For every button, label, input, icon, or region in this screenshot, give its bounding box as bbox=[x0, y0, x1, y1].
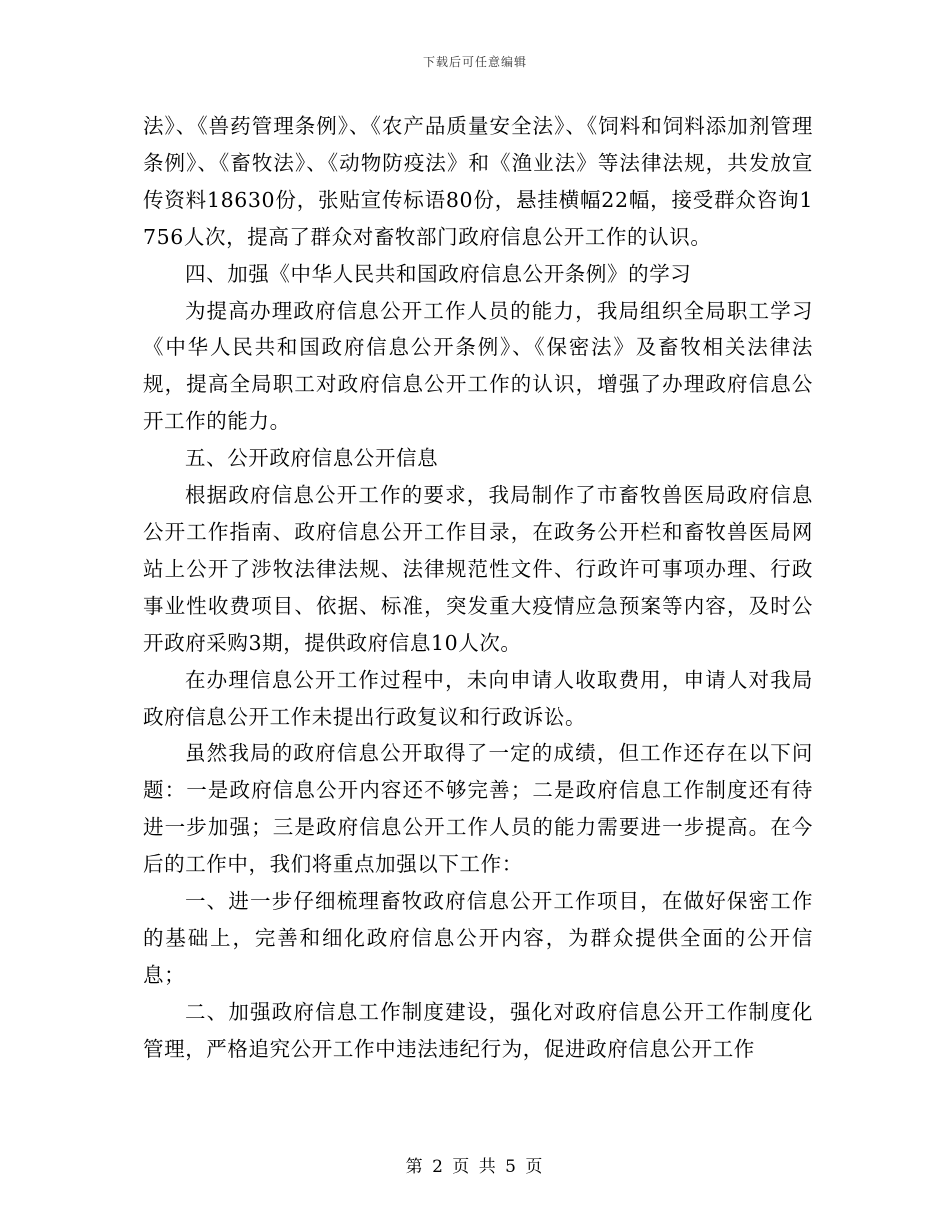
paragraph-6: 在办理信息公开工作过程中，未向申请人收取费用，申请人对我局政府信息公开工作未提出行政复议和行政诉讼。 bbox=[143, 667, 813, 729]
section-heading-4: 四、加强《中华人民共和国政府信息公开条例》的学习 bbox=[185, 261, 692, 286]
paragraph-7: 虽然我局的政府信息公开取得了一定的成绩，但工作还存在以下问题：一是政府信息公开内容还不够完善；二是政府信息工作制度还有待进一步加强；三是政府信息公开工作人员的能力需要进一步提高。在今后的工作中，我们将重点加强以下工作： bbox=[143, 741, 813, 877]
paragraph-3: 为提高办理政府信息公开工作人员的能力，我局组织全局职工学习《中华人民共和国政府信息公开条例》、《保密法》及畜牧相关法律法规，提高全局职工对政府信息公开工作的认识，增强了办理政府信息公开工作的能力。 bbox=[143, 298, 813, 434]
section-heading-5: 五、公开政府信息公开信息 bbox=[185, 446, 439, 471]
paragraph-9: 二、加强政府信息工作制度建设，强化对政府信息公开工作制度化管理，严格追究公开工作中违法违纪行为，促进政府信息公开工作 bbox=[143, 999, 813, 1061]
page-header-note: 下载后可任意编辑 bbox=[422, 55, 527, 69]
page-number-footer: 第 2 页 共 5 页 bbox=[405, 1157, 545, 1177]
paragraph-1: 法》、《兽药管理条例》、《农产品质量安全法》、《饲料和饲料添加剂管理条例》、《畜牧法》、《动物防疫法》和《渔业法》等法律法规，共发放宣传资料18630份，张贴宣传标语80份，悬挂横幅22幅，接受群众咨询1756人次，提高了群众对畜牧部门政府信息公开工作的认识。 bbox=[143, 114, 813, 249]
paragraph-5: 根据政府信息公开工作的要求，我局制作了市畜牧兽医局政府信息公开工作指南、政府信息公开工作目录，在政务公开栏和畜牧兽医局网站上公开了涉牧法律法规、法律规范性文件、行政许可事项办理、行政事业性收费项目、依据、标准，突发重大疫情应急预案等内容，及时公开政府采购3期，提供政府信息10人次。 bbox=[143, 483, 813, 655]
paragraph-8: 一、进一步仔细梳理畜牧政府信息公开工作项目，在做好保密工作的基础上，完善和细化政府信息公开内容，为群众提供全面的公开信息； bbox=[143, 889, 813, 987]
document-body bbox=[143, 108, 813, 1068]
